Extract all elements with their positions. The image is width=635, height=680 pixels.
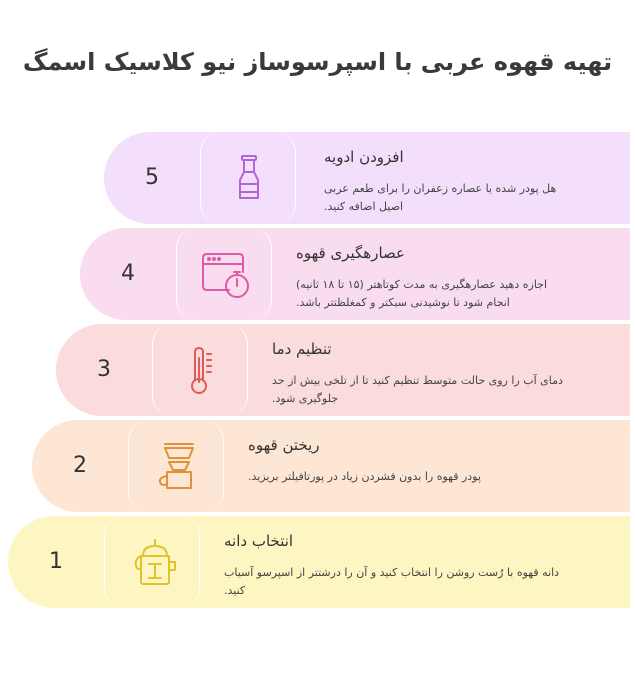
step-description: هل پودر شده یا عصاره زعفران را برای طعم عربی اصیل اضافه کنید. — [324, 182, 557, 213]
icon-cell — [152, 324, 248, 416]
grinder-icon — [129, 538, 181, 590]
step-number: 5 — [145, 165, 159, 190]
step-heading: انتخاب دانه — [224, 532, 294, 550]
spice-bottle-icon — [225, 154, 273, 202]
step-5 — [104, 132, 630, 224]
step-description: پودر قهوه را بدون فشردن زیاد در پورتافیلتر بریزید. — [248, 470, 481, 483]
step-description: اجازه دهید عصارهگیری به مدت کوتاهتر (۱۵ تا ۱۸ ثانیه) انجام شود تا نوشیدنی سبکتر و کمغلظتتر باشد. — [296, 278, 548, 309]
step-number: 1 — [49, 549, 63, 574]
pour-over-icon — [153, 442, 205, 494]
step-number: 4 — [121, 261, 135, 286]
step-number: 3 — [97, 357, 111, 382]
icon-cell — [200, 132, 296, 224]
step-heading: تنظیم دما — [272, 340, 332, 358]
thermometer-icon — [177, 346, 225, 398]
step-description: دمای آب را روی حالت متوسط تنظیم کنید تا از تلخی بیش از حد جلوگیری شود. — [272, 374, 563, 405]
icon-cell — [128, 420, 224, 512]
step-heading: افزودن ادویه — [324, 148, 404, 166]
page-title: تهیه قهوه عربی با اسپرسوساز نیو کلاسیک اسمگ — [22, 48, 613, 76]
timer-window-icon — [201, 250, 253, 302]
step-4 — [80, 228, 630, 320]
icon-cell — [176, 228, 272, 320]
step-heading: ریختن قهوه — [248, 436, 320, 454]
step-description: دانه قهوه با رُست روشن را انتخاب کنید و آن را درشتتر از اسپرسو آسیاب کنید. — [224, 566, 560, 597]
step-1 — [8, 516, 630, 608]
step-heading: عصارهگیری قهوه — [296, 244, 405, 262]
icon-cell — [104, 516, 200, 608]
step-number: 2 — [73, 453, 87, 478]
step-3 — [56, 324, 630, 416]
step-2 — [32, 420, 630, 512]
